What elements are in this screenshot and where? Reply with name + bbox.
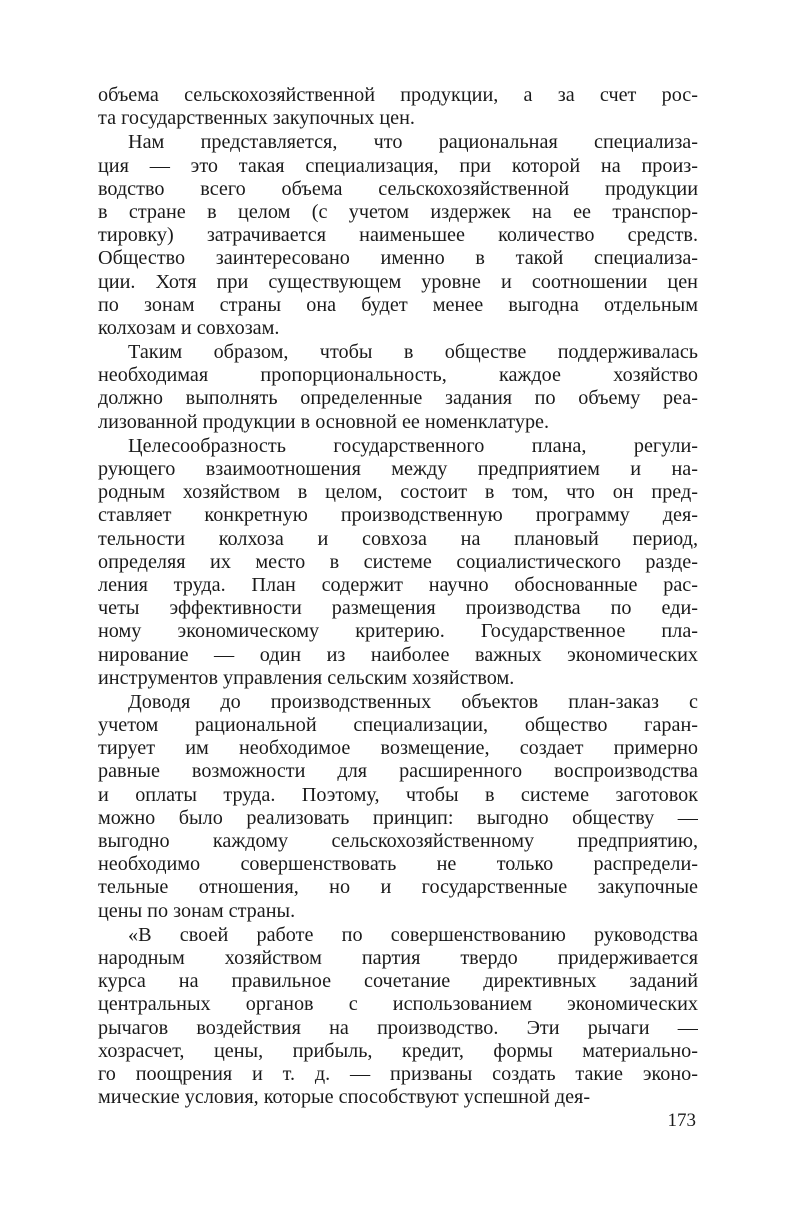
text-line: Общество заинтересовано именно в такой специализа- [98, 247, 698, 270]
text-line: необходимо совершенствовать не только распредели- [98, 853, 698, 876]
text-line: мические условия, которые способствуют успешной дея- [98, 1086, 591, 1109]
text-line: четы эффективности размещения производства по еди- [98, 597, 698, 620]
paragraph [98, 84, 698, 130]
text-line: учетом рациональной специализации, общество гаран- [98, 714, 698, 737]
text-line: народным хозяйством партия твердо придерживается [98, 946, 698, 969]
text-line: по зонам страны она будет менее выгодна отдельным [98, 293, 698, 316]
text-line: родным хозяйством в целом, состоит в том, что он пред- [98, 481, 698, 504]
text-line: ления труда. План содержит научно обоснованные рас- [98, 573, 698, 596]
text-line: необходимая пропорциональность, каждое хозяйство [98, 364, 698, 387]
text-line: ставляет конкретную производственную программу дея- [98, 504, 698, 527]
paragraph [98, 924, 698, 1110]
text-line: можно было реализовать принцип: выгодно обществу — [98, 806, 698, 829]
text-line: тировку) затрачивается наименьшее количество средств. [98, 224, 698, 247]
text-line: тирует им необходимое возмещение, создает примерно [98, 737, 698, 760]
text-line: хозрасчет, цены, прибыль, кредит, формы материально- [98, 1039, 698, 1062]
paragraph [98, 341, 698, 434]
text-line: нирование — один из наиболее важных экономических [98, 643, 698, 666]
book-page-body [98, 84, 698, 1109]
text-line: центральных органов с использованием экономических [98, 993, 698, 1016]
page-number: 173 [667, 1110, 696, 1131]
text-line: определяя их место в системе социалистического разде- [98, 550, 698, 573]
text-line: выгодно каждому сельскохозяйственному предприятию, [98, 830, 698, 852]
paragraph [98, 435, 698, 690]
text-line: лизованной продукции в основной ее номенклатуре. [98, 410, 550, 433]
text-line: объема сельскохозяйственной продукции, а за счет рос- [98, 84, 698, 106]
text-line: та государственных закупочных цен. [98, 107, 415, 130]
text-line: Целесообразность государственного плана, регули- [128, 434, 698, 457]
text-line: Доводя до производственных объектов план-заказ с [128, 690, 698, 713]
paragraph [98, 131, 698, 340]
text-line: рычагов воздействия на производство. Эти рычаги — [98, 1016, 698, 1039]
text-line: «В своей работе по совершенствованию руководства [128, 923, 698, 946]
text-line: ции. Хотя при существующем уровне и соотношении цен [98, 270, 698, 293]
text-line: тельные отношения, но и государственные закупочные [98, 876, 698, 899]
text-line: ция — это такая специализация, при которой на произ- [98, 154, 698, 177]
text-line: Нам представляется, что рациональная специализа- [128, 131, 698, 154]
text-line: водство всего объема сельскохозяйственной продукции [98, 177, 698, 200]
text-line: ному экономическому критерию. Государственное пла- [98, 620, 698, 643]
text-line: курса на правильное сочетание директивных заданий [98, 970, 698, 993]
text-line: Таким образом, чтобы в обществе поддерживалась [128, 341, 698, 364]
text-line: в стране в целом (с учетом издержек на ее транспор- [98, 200, 698, 223]
text-line: го поощрения и т. д. — призваны создать такие эконо- [98, 1062, 698, 1085]
text-line: инструментов управления сельским хозяйством. [98, 666, 515, 689]
text-line: должно выполнять определенные задания по объему реа- [98, 387, 698, 410]
text-line: колхозам и совхозам. [98, 316, 280, 339]
text-line: тельности колхоза и совхоза на плановый период, [98, 527, 698, 550]
text-line: рующего взаимоотношения между предприятием и на- [98, 458, 698, 480]
text-line: и оплаты труда. Поэтому, чтобы в системе заготовок [98, 783, 698, 806]
text-line: цены по зонам страны. [98, 899, 296, 922]
paragraph [98, 691, 698, 923]
text-line: равные возможности для расширенного воспроизводства [98, 760, 698, 783]
